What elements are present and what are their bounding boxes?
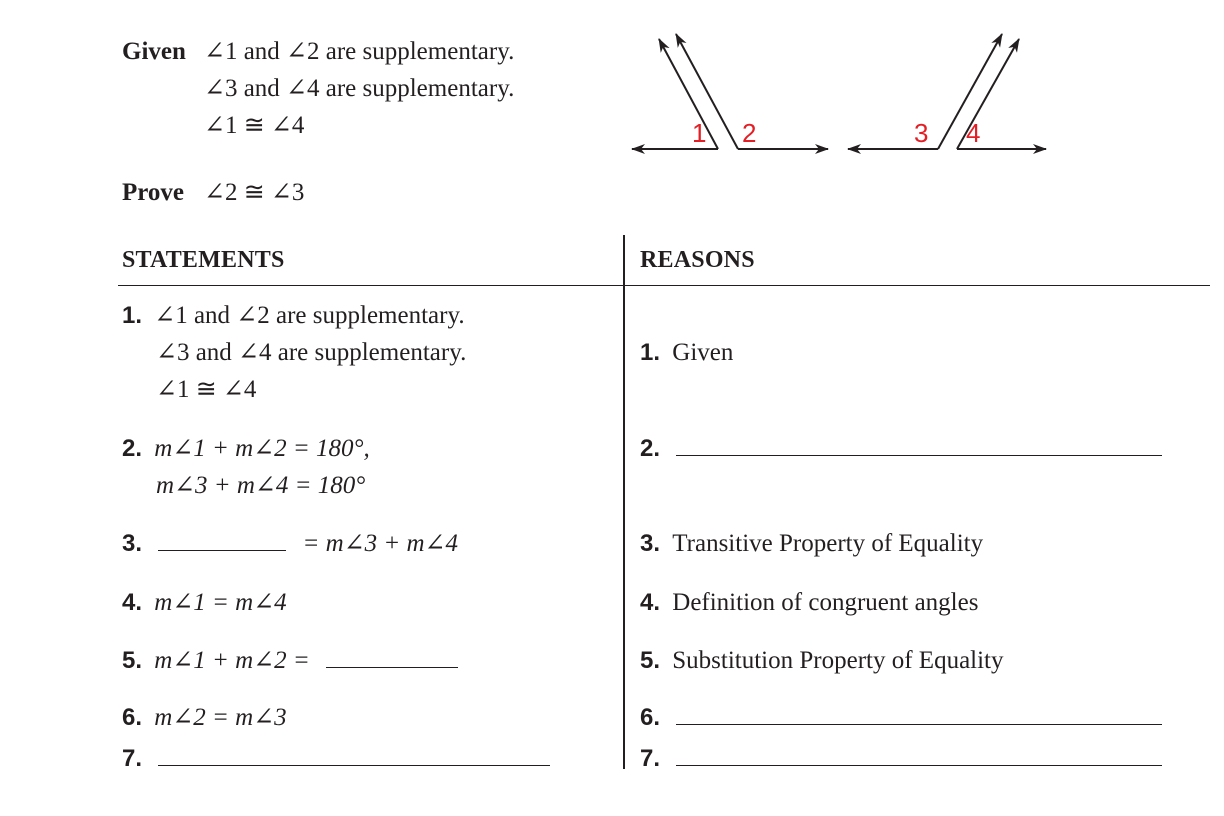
reason-6 <box>640 705 1162 730</box>
reasons-header: REASONS <box>640 247 755 273</box>
reason-number-3: 3. <box>640 530 661 557</box>
statement-1-line-3: ∠1 ≅ ∠4 <box>156 376 257 403</box>
statement-number-1: 1. <box>122 302 143 329</box>
reason-3 <box>640 531 983 556</box>
given-label: Given <box>122 38 186 65</box>
prove-statement: ∠2 ≅ ∠3 <box>204 179 305 206</box>
statement-number-5: 5. <box>122 647 143 674</box>
statement-4-text: m∠1 = m∠4 <box>154 589 287 616</box>
reason-number-7: 7. <box>640 745 661 772</box>
reason-2-blank[interactable] <box>676 437 1162 456</box>
angle-label-1: 1 <box>692 118 707 148</box>
given-line-2: ∠3 and ∠4 are supplementary. <box>204 75 515 102</box>
statement-6-text: m∠2 = m∠3 <box>154 704 287 731</box>
statement-5-text: m∠1 + m∠2 = <box>154 647 310 674</box>
statement-3-blank[interactable] <box>158 532 286 551</box>
reason-number-1: 1. <box>640 339 661 366</box>
statement-4 <box>122 590 287 615</box>
statement-number-3: 3. <box>122 530 143 557</box>
reason-4 <box>640 590 978 615</box>
statement-number-6: 6. <box>122 704 143 731</box>
statement-2 <box>122 436 370 461</box>
statement-3 <box>122 531 458 556</box>
reason-number-2: 2. <box>640 435 661 462</box>
reason-7-blank[interactable] <box>676 747 1162 766</box>
statement-6 <box>122 705 287 730</box>
statement-3-text: = m∠3 + m∠4 <box>302 530 459 557</box>
statement-5 <box>122 648 458 673</box>
reason-2 <box>640 436 1162 461</box>
statement-2-line-1: m∠1 + m∠2 = 180°, <box>154 435 370 462</box>
statement-7-blank[interactable] <box>158 747 550 766</box>
ray-up-2 <box>676 34 738 149</box>
statement-number-7: 7. <box>122 745 143 772</box>
angle-pair-1-2 <box>632 34 828 149</box>
header-divider <box>118 285 1210 286</box>
reason-6-blank[interactable] <box>676 706 1162 725</box>
given-line-3: ∠1 ≅ ∠4 <box>204 112 305 139</box>
statement-1 <box>122 303 465 328</box>
statement-1-line-1: ∠1 and ∠2 are supplementary. <box>154 302 465 329</box>
given-line-1: ∠1 and ∠2 are supplementary. <box>204 38 515 65</box>
statements-header: STATEMENTS <box>122 247 285 273</box>
reason-3-text: Transitive Property of Equality <box>672 530 984 557</box>
reason-number-6: 6. <box>640 704 661 731</box>
reason-1-text: Given <box>672 339 734 366</box>
reason-5-text: Substitution Property of Equality <box>672 647 1004 674</box>
prove-label: Prove <box>122 179 185 206</box>
angle-label-3: 3 <box>914 118 929 148</box>
statement-7 <box>122 746 550 771</box>
reason-number-5: 5. <box>640 647 661 674</box>
angle-label-2: 2 <box>742 118 757 148</box>
reason-4-text: Definition of congruent angles <box>672 589 979 616</box>
reason-5 <box>640 648 1004 673</box>
statement-2-line-2: m∠3 + m∠4 = 180° <box>156 472 366 499</box>
angle-label-4: 4 <box>966 118 981 148</box>
reason-number-4: 4. <box>640 589 661 616</box>
statement-number-4: 4. <box>122 589 143 616</box>
statement-5-blank[interactable] <box>326 649 458 668</box>
column-divider <box>623 235 625 769</box>
angle-pairs-figure <box>610 26 1060 166</box>
statement-number-2: 2. <box>122 435 143 462</box>
statement-1-line-2: ∠3 and ∠4 are supplementary. <box>156 339 467 366</box>
reason-1 <box>640 340 733 365</box>
reason-7 <box>640 746 1162 771</box>
angle-pair-3-4 <box>848 34 1046 149</box>
